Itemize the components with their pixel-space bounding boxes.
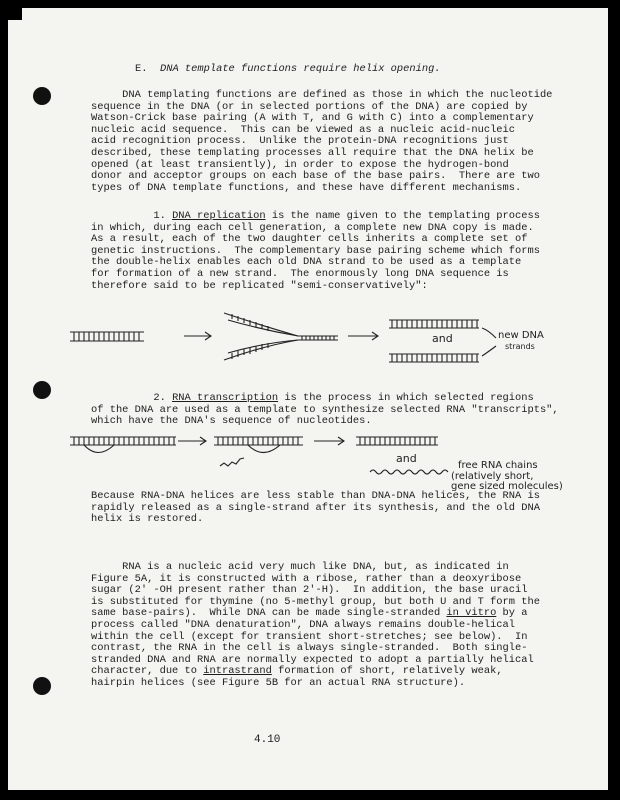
text-line: genetic instructions. The complementary base pairing scheme which forms bbox=[91, 244, 540, 257]
in-vitro-term: in vitro bbox=[446, 607, 497, 620]
transcription-paragraph bbox=[91, 393, 559, 428]
text-line: Figure 5A, it is constructed with a ribose, rather than a deoxyribose bbox=[91, 572, 522, 585]
gene-sized-label: gene sized molecules) bbox=[451, 481, 563, 492]
text-line: helix is restored. bbox=[91, 513, 204, 526]
scan-corner-mark bbox=[8, 8, 22, 20]
text-line: Watson-Crick base pairing (A with T, and G with C) into a complementary bbox=[91, 112, 534, 125]
text-line: the double-helix enables each old DNA strand to be used as a template bbox=[91, 256, 522, 269]
transcription-term: RNA transcription bbox=[172, 392, 279, 404]
text-line: sugar (2' -OH present rather than 2'-H). In addition, the base uracil bbox=[91, 584, 528, 597]
text-line: hairpin helices (see Figure 5B for an actual RNA structure). bbox=[91, 676, 466, 689]
text-line: acid recognition process. Unlike the protein-DNA recognitions just bbox=[91, 135, 509, 148]
free-rna-label: free RNA chains bbox=[458, 460, 538, 471]
text-line: sequence in the DNA (or in selected portions of the DNA) are copied by bbox=[91, 100, 528, 113]
text-line: opened (at least transiently), in order to expose the hydrogen-bond bbox=[91, 158, 509, 171]
section-title: DNA template functions require helix opening. bbox=[159, 63, 441, 75]
text-line: in which, during each cell generation, a complete new DNA copy is made. bbox=[91, 221, 534, 234]
text-line: contrast, the RNA in the cell is always single-stranded. Both single- bbox=[91, 642, 528, 655]
stability-paragraph bbox=[91, 491, 540, 526]
text-line: of the DNA are used as a template to synthesize selected RNA "transcripts", bbox=[91, 403, 559, 416]
text-line: donor and acceptor groups on each base of the base pairs. There are two bbox=[91, 170, 540, 183]
page-number: 4.10 bbox=[254, 734, 281, 746]
text-line: As a result, each of the two daughter cells inherits a complete set of bbox=[91, 233, 528, 246]
intrastrand-term: intrastrand bbox=[203, 665, 272, 678]
intro-paragraph bbox=[91, 90, 552, 194]
replication-and-label: and bbox=[432, 332, 453, 345]
replication-term: DNA replication bbox=[172, 210, 266, 222]
text-line: stranded DNA and RNA are normally expected to adopt a partially helical bbox=[91, 653, 534, 666]
transcription-and-label: and bbox=[396, 452, 417, 465]
new-dna-label: new DNA bbox=[498, 330, 544, 341]
rna-paragraph bbox=[91, 562, 540, 690]
text-line: therefore said to be replicated "semi-conservatively": bbox=[91, 279, 428, 292]
binder-hole bbox=[33, 87, 51, 105]
text-line: within the cell (except for transient short-stretches; see below). In bbox=[91, 630, 528, 643]
text-line: RNA is a nucleic acid very much like DNA, but, as indicated in bbox=[91, 561, 509, 573]
relatively-short-label: (relatively short, bbox=[451, 471, 534, 482]
text-line: Because RNA-DNA helices are less stable than DNA-DNA helices, the RNA is bbox=[91, 490, 540, 502]
text-line: types of DNA template functions, and these have different mechanisms. bbox=[91, 181, 522, 194]
text-line: character, due to intrastrand formation of short, relatively weak, bbox=[91, 665, 503, 678]
strands-label: strands bbox=[505, 342, 535, 351]
text-line: DNA templating functions are defined as those in which the nucleotide bbox=[91, 89, 553, 101]
text-line: 2. RNA transcription is the process in which selected regions bbox=[91, 392, 534, 404]
text-line: nucleic acid sequence. This can be viewed as a nucleic acid-nucleic bbox=[91, 123, 516, 136]
text-line: 1. DNA replication is the name given to the templating process bbox=[91, 210, 540, 222]
text-line: process called "DNA denaturation", DNA always remains double-helical bbox=[91, 618, 516, 631]
binder-hole bbox=[33, 677, 51, 695]
document-page bbox=[8, 8, 608, 790]
text-line: for formation of a new strand. The enormously long DNA sequence is bbox=[91, 267, 509, 280]
text-line: which have the DNA's sequence of nucleotides. bbox=[91, 415, 372, 428]
binder-hole bbox=[33, 381, 51, 399]
text-line: rapidly released as a single-strand after its synthesis, and the old DNA bbox=[91, 501, 540, 514]
replication-paragraph bbox=[91, 211, 540, 292]
section-heading bbox=[135, 64, 441, 76]
text-line: is substituted for thymine (no 5-methyl group, but both U and T form the bbox=[91, 595, 540, 608]
section-label: E. bbox=[135, 63, 148, 75]
text-line: described, these templating processes all require that the DNA helix be bbox=[91, 146, 534, 159]
text-line: same base-pairs). While DNA can be made single-stranded in vitro by a bbox=[91, 607, 528, 620]
